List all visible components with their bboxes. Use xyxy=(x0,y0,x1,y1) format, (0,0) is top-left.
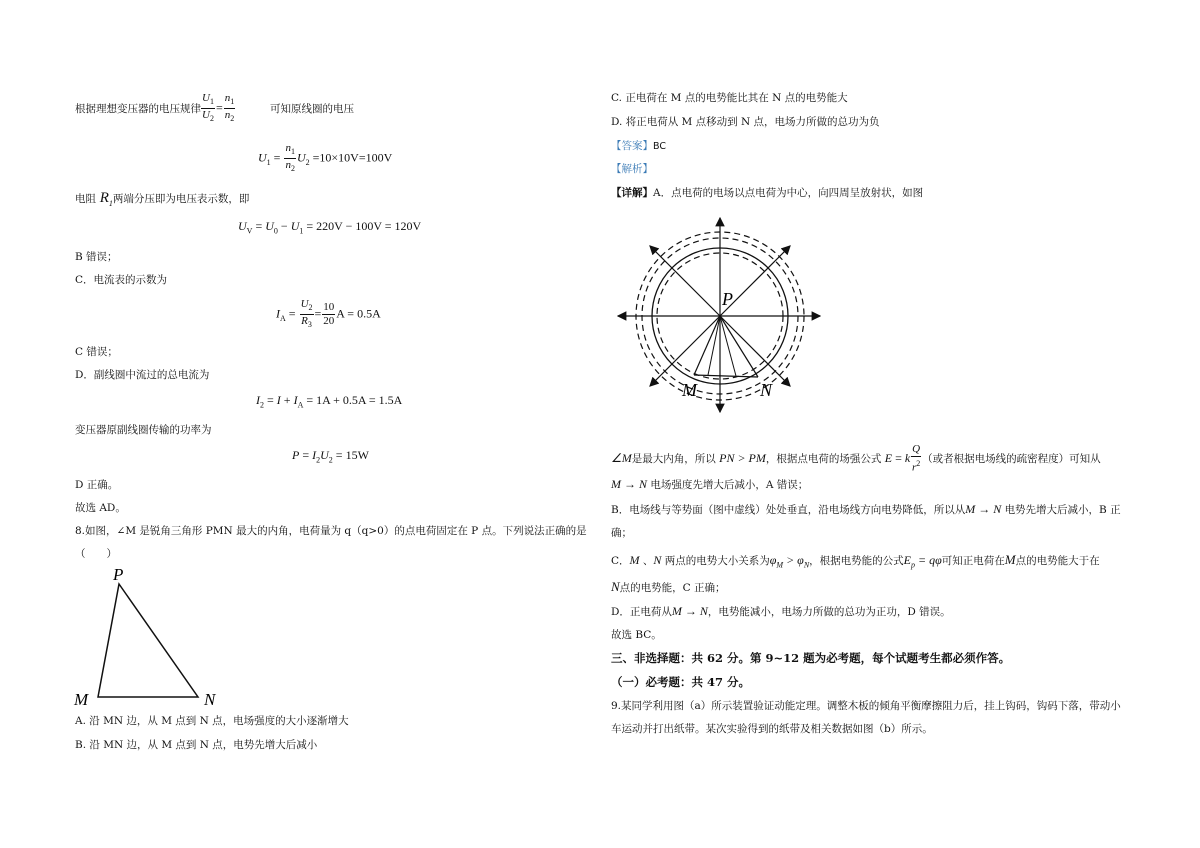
text-line: N点的电势能，C 正确； xyxy=(611,579,726,594)
text-line: D 正确。 xyxy=(75,479,119,491)
text-line: D．副线圈中流过的总电流为 xyxy=(75,369,210,381)
section-heading: 三、非选择题：共 62 分。第 9~12 题为必考题，每个试题考生都必须作答。 xyxy=(611,651,1011,665)
answer-line: 【答案】BC xyxy=(611,140,666,152)
analysis-tag: 【解析】 xyxy=(611,163,653,175)
question-8: 8.如图，∠M 是锐角三角形 PMN 最大的内角，电荷量为 q（q>0）的点电荷固定在 P 点。下列说法正确的是 xyxy=(75,525,587,537)
label-m: M xyxy=(74,690,89,709)
option-d: D. 将正电荷从 M 点移动到 N 点，电场力所做的总功为负 xyxy=(611,116,880,128)
question-9-cont: 车运动并打出纸带。某次实验得到的纸带及相关数据如图（b）所示。 xyxy=(611,723,933,735)
formula-i2: $I_2 = I + I_A = 1A + 0.5A = 1.5A$ xyxy=(256,393,403,410)
text-line: 确； xyxy=(611,527,632,539)
text-line: 根据理想变压器的电压规律 xyxy=(75,103,201,115)
fig-label-p: P xyxy=(722,289,733,309)
formula-voltage-ratio: $\frac{U_1}{U_2}$ = $\frac{n_1}{n_2}$ xyxy=(202,92,235,124)
fig-label-n: N xyxy=(760,380,773,400)
text-line: 故选 AD。 xyxy=(75,502,126,514)
option-b: B. 沿 MN 边，从 M 点到 N 点，电势先增大后减小 xyxy=(75,739,318,751)
formula-uv: $U_V = U_0 - U_1 = 220V - 100V = 120V$ xyxy=(238,219,422,236)
formula-u1: $U_1$ = $\frac{n_1}{n_2}$ $U_2 =10\times 10V=100V$ xyxy=(258,142,393,174)
label-p: P xyxy=(113,565,124,584)
text-line: 电阻 $R_1$两端分压即为电压表示数，即 xyxy=(75,190,250,208)
text-line: （ ） xyxy=(75,548,117,560)
electric-field-figure xyxy=(612,212,827,417)
text-line: B 错误； xyxy=(75,251,118,263)
subsection-heading: （一）必考题：共 47 分。 xyxy=(611,675,751,689)
fig-label-m: M xyxy=(682,380,697,400)
text-line: C．电流表的示数为 xyxy=(75,274,168,286)
label-n: N xyxy=(204,690,216,709)
text-line: B．电场线与等势面（图中虚线）处处垂直，沿电场线方向电势降低，所以从M → N 电势先增大后减小，B 正 xyxy=(611,502,1121,516)
text-line: 可知原线圈的电压 xyxy=(270,103,354,115)
text-line: C 错误； xyxy=(75,346,118,358)
question-9: 9.某同学利用图（a）所示装置验证动能定理。调整木板的倾角平衡摩擦阻力后，挂上钩码，钩码下落，带动小 xyxy=(611,700,1121,712)
text-line: 变压器原副线圈传输的功率为 xyxy=(75,424,212,436)
text-line: 故选 BC。 xyxy=(611,629,662,641)
formula-power: $P = I_2U_2 = 15W$ xyxy=(292,448,369,465)
text-line: C．M 、N 两点的电势大小关系为$\varphi_M > \varphi_N$，根据电势能的公式$E_p = q\varphi$可知正电荷在M点的电势能大于在 xyxy=(611,552,1100,570)
option-a: A. 沿 MN 边，从 M 点到 N 点，电场强度的大小逐渐增大 xyxy=(75,715,349,727)
text-line: D．正电荷从M → N，电势能减小，电场力所做的总功为正功，D 错误。 xyxy=(611,604,951,618)
option-c: C. 正电荷在 M 点的电势能比其在 N 点的电势能大 xyxy=(611,92,848,104)
detail-line: 【详解】A．点电荷的电场以点电荷为中心，向四周呈放射状，如图 xyxy=(611,187,924,199)
text-line: ∠M是最大内角，所以 PN > PM，根据点电荷的场强公式 E = k $\frac{Q}{r^2}$ （或者根据电场线的疏密程度）可知从 xyxy=(611,443,1101,474)
formula-ia: $I_A$ = $\frac{U_2}{R_3}$ = $\frac{10}{20}$ A = 0.5A xyxy=(276,298,381,330)
triangle-pmn-figure xyxy=(70,562,230,712)
text-line: M → N 电场强度先增大后减小，A 错误； xyxy=(611,477,809,491)
